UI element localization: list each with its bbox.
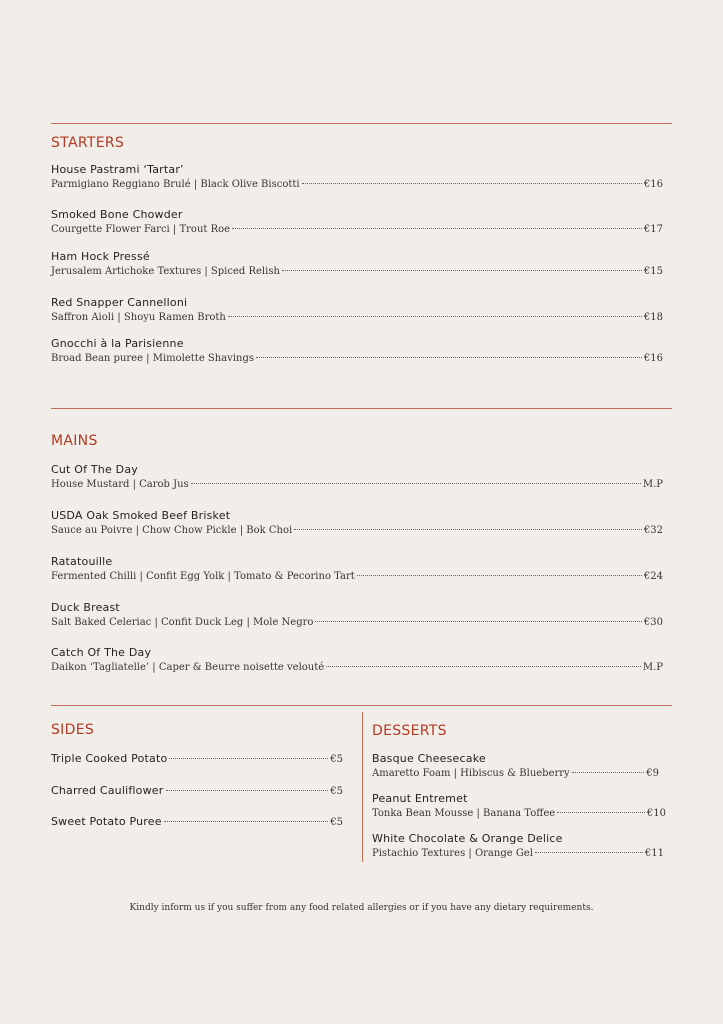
item-name: White Chocolate & Orange Delice [372,832,563,845]
allergy-footnote: Kindly inform us if you suffer from any food related allergies or if you have any dietary requirements. [129,903,594,913]
item-price: M.P [642,662,663,673]
item-name: House Pastrami ‘Tartar’ [51,163,184,176]
menu-item [51,250,663,278]
desserts-title: DESSERTS [372,723,447,739]
dot-leader [326,666,641,667]
item-description: Amaretto Foam | Hibiscus & Blueberry [372,768,570,779]
side-item [51,752,343,766]
item-description: Pistachio Textures | Orange Gel [372,848,533,859]
item-price: €5 [330,817,343,828]
item-price: €24 [643,571,663,582]
item-description: Fermented Chilli | Confit Egg Yolk | Tomato & Pecorino Tart [51,571,355,582]
side-item [51,815,343,829]
menu-item [51,555,663,583]
item-name: Duck Breast [51,601,120,614]
item-price: €16 [643,179,663,190]
item-name: Catch Of The Day [51,646,152,659]
item-name: Red Snapper Cannelloni [51,296,188,309]
item-name: Sweet Potato Puree [51,815,162,828]
menu-item [51,646,663,674]
mains-top-rule [51,408,672,409]
starters-top-rule [51,123,672,124]
item-name: USDA Oak Smoked Beef Brisket [51,509,231,522]
item-name: Charred Cauliflower [51,784,164,797]
item-description: Courgette Flower Farci | Trout Roe [51,224,231,235]
item-price: €9 [646,768,659,779]
item-name: Ham Hock Pressé [51,250,150,263]
item-name: Cut Of The Day [51,463,138,476]
menu-item [51,463,663,491]
item-price: €5 [330,754,343,765]
dot-leader [232,228,642,229]
sides-title: SIDES [51,722,95,738]
menu-item [51,163,663,191]
item-description: Daikon ‘Tagliatelle’ | Caper & Beurre noisette velouté [51,662,325,673]
menu-item [372,792,666,820]
item-name: Basque Cheesecake [372,752,486,765]
dot-leader [169,758,328,759]
dot-leader [256,357,642,358]
dot-leader [557,812,645,813]
item-price: €10 [646,808,666,819]
column-divider [362,712,363,862]
item-price: €17 [643,224,663,235]
item-description: Salt Baked Celeriac | Confit Duck Leg | Mole Negro [51,617,314,628]
dot-leader [191,483,641,484]
menu-item [51,509,663,537]
item-price: M.P [642,479,663,490]
item-price: €11 [644,848,664,859]
item-description: Jerusalem Artichoke Textures | Spiced Relish [51,266,280,277]
mains-title: MAINS [51,433,98,449]
item-price: €5 [330,786,343,797]
item-description: Tonka Bean Mousse | Banana Toffee [372,808,556,819]
dot-leader [282,270,642,271]
item-description: Broad Bean puree | Mimolette Shavings [51,353,254,364]
starters-title: STARTERS [51,135,125,151]
dot-leader [302,183,642,184]
dot-leader [294,529,642,530]
item-description: House Mustard | Carob Jus [51,479,189,490]
dot-leader [357,575,642,576]
item-name: Ratatouille [51,555,113,568]
item-description: Saffron Aioli | Shoyu Ramen Broth [51,312,226,323]
menu-item [51,296,663,324]
dot-leader [228,316,642,317]
item-name: Gnocchi à la Parisienne [51,337,184,350]
item-name: Smoked Bone Chowder [51,208,183,221]
item-price: €18 [643,312,663,323]
item-description: Parmigiano Reggiano Brulé | Black Olive Biscotti [51,179,300,190]
item-name: Peanut Entremet [372,792,468,805]
menu-item [372,832,664,860]
menu-item [51,601,663,629]
item-price: €32 [643,525,663,536]
dot-leader [164,821,329,822]
item-description: Sauce au Poivre | Chow Chow Pickle | Bok Choi [51,525,293,536]
item-price: €16 [643,353,663,364]
dot-leader [572,772,645,773]
dot-leader [535,852,643,853]
item-price: €15 [643,266,663,277]
item-name: Triple Cooked Potato [51,752,168,765]
dot-leader [166,790,329,791]
menu-item [51,208,663,236]
side-item [51,784,343,798]
menu-item [51,337,663,365]
item-price: €30 [643,617,663,628]
menu-item [372,752,659,780]
sides-top-rule [51,705,672,706]
dot-leader [315,621,641,622]
